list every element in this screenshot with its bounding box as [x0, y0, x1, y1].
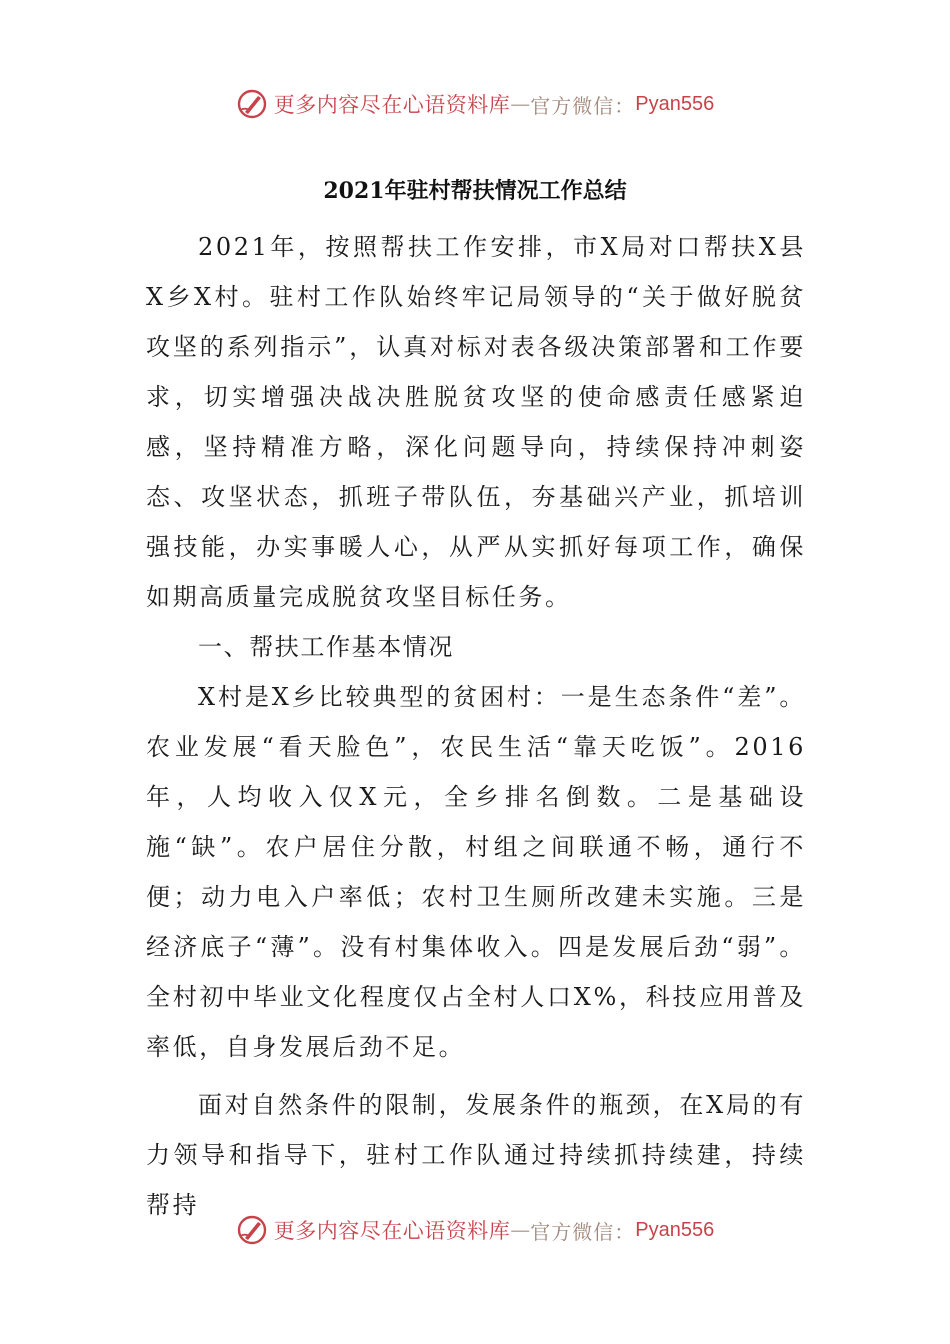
pen-circle-logo-icon [236, 1214, 268, 1246]
watermark-footer [0, 1210, 950, 1250]
watermark-wechat-label: 官方微信： [530, 93, 636, 118]
section-paragraph: X村是X乡比较典型的贫困村：一是生态条件“差”。农业发展“看天脸色”，农民生活“靠天吃饭”。2016年，人均收入仅X元，全乡排名倒数。二是基础设施“缺”。农户居住分散，村组之间联通不畅，通行不便；动力电入户率低；农村卫生厕所改建未实施。三是经济底子“薄”。没有村集体收入。四是发展后劲“弱”。全村初中毕业文化程度仅占全村人口X%，科技应用普及率低，自身发展后劲不足。 [146, 683, 806, 1061]
watermark-wechat-id: Pyan556 [635, 92, 715, 115]
section-heading: 一、帮扶工作基本情况 [198, 633, 454, 661]
watermark-brand-text: 更多内容尽在心语资料库 [273, 93, 511, 117]
pen-circle-logo-icon [236, 88, 268, 120]
watermark-separator: — [510, 92, 531, 116]
document-title: 2021年驻村帮扶情况工作总结 [323, 178, 627, 204]
watermark-wechat-label: 官方微信： [530, 1219, 636, 1244]
intro-paragraph: 2021年，按照帮扶工作安排，市X局对口帮扶X县X乡X村。驻村工作队始终牢记局领导的“关于做好脱贫攻坚的系列指示”，认真对标对表各级决策部署和工作要求，切实增强决战决胜脱贫攻坚的使命感责任感紧迫感，坚持精准方略，深化问题导向，持续保持冲刺姿态、攻坚状态，抓班子带队伍，夯基础兴产业，抓培训强技能，办实事暖人心，从严从实抓好每项工作，确保如期高质量完成脱贫攻坚目标任务。 [146, 233, 806, 611]
watermark-brand-text: 更多内容尽在心语资料库 [273, 1219, 511, 1243]
document-body [146, 222, 806, 1230]
watermark-wechat-id: Pyan556 [635, 1218, 715, 1241]
watermark-header [0, 84, 950, 124]
section-paragraph: 面对自然条件的限制，发展条件的瓶颈，在X局的有力领导和指导下，驻村工作队通过持续抓持续建，持续帮持 [146, 1091, 806, 1219]
watermark-separator: — [510, 1218, 531, 1242]
